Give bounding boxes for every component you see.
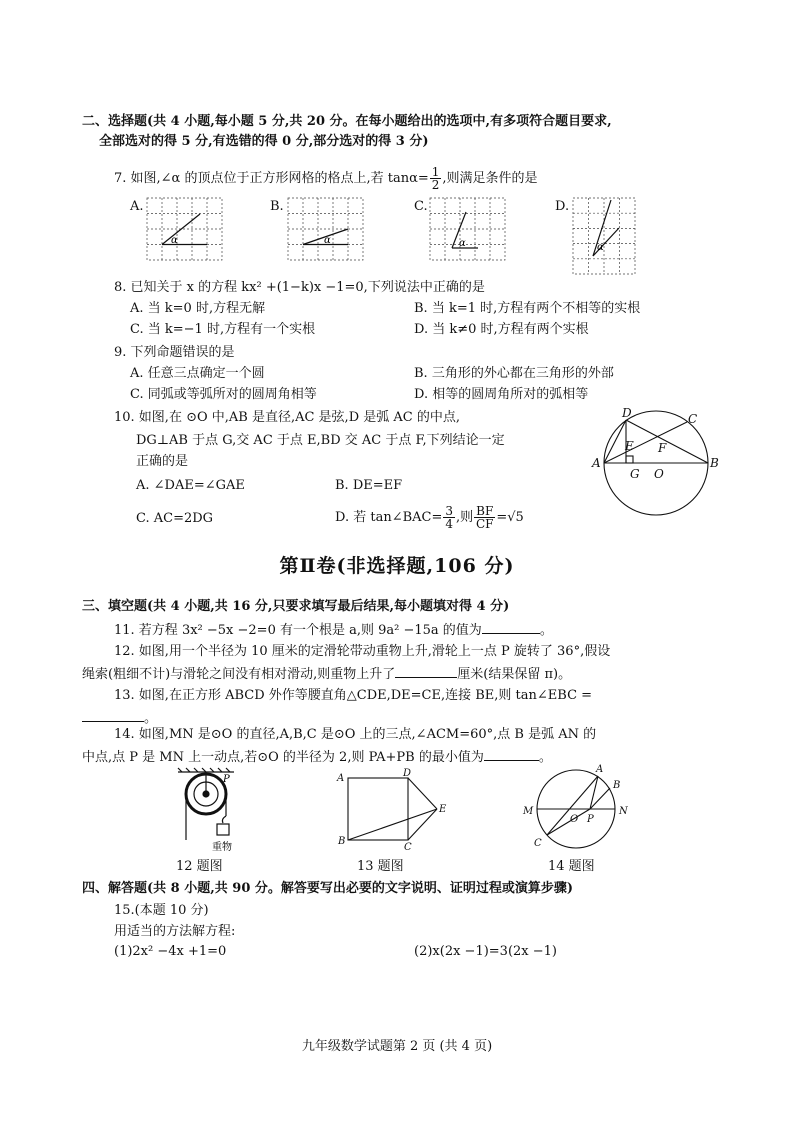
q10-d-text: D. 若 tan∠BAC= [335, 510, 443, 525]
q7-frac-den: 2 [431, 178, 440, 192]
q14-answer-blank[interactable] [484, 747, 539, 761]
q10-option-b[interactable]: B. DE=EF [335, 478, 403, 493]
part2-title: 第Ⅱ卷(非选择题,106 分) [279, 555, 515, 577]
q7-option-c[interactable]: C. [414, 199, 428, 214]
q10-d-frac1-den: 4 [445, 517, 454, 531]
q10-option-d[interactable] [335, 505, 524, 530]
q7-alpha-d: α [597, 242, 604, 253]
fig14-label-p: P [587, 814, 594, 825]
q9-option-c[interactable]: C. 同弧或等弧所对的圆周角相等 [130, 387, 317, 402]
q15-part1: (1)2x² −4x +1=0 [114, 944, 227, 959]
q10-label-c: C [688, 412, 698, 426]
q7-grid-b [288, 198, 368, 268]
q14-text: 中点,点 P 是 MN 上一动点,若⊙O 的半径为 2,则 PA+PB 的最小值为 [82, 750, 484, 765]
q7-alpha-b: α [324, 235, 331, 246]
q12-text: 绳索(粗细不计)与滑轮之间没有相对滑动,则重物上升了 [82, 667, 396, 682]
q10-line1: 10. 如图,在 ⊙O 中,AB 是直径,AC 是弦,D 是弧 AC 的中点, [114, 410, 460, 425]
q10-option-c[interactable]: C. AC=2DG [136, 511, 214, 526]
q10-label-d: D [622, 406, 632, 420]
q8-option-a[interactable]: A. 当 k=0 时,方程无解 [130, 301, 266, 316]
fig13-square [336, 768, 456, 853]
fig13-label-a: A [337, 773, 345, 784]
q10-label-g: G [630, 467, 640, 481]
q10-d-frac1-num: 3 [445, 504, 454, 518]
section3-heading: 三、填空题(共 4 小题,共 16 分,只要求填写最后结果,每小题填对得 4 分) [82, 599, 510, 614]
q8-option-d[interactable]: D. 当 k≠0 时,方程有两个实根 [414, 322, 589, 337]
q8-stem: 8. 已知关于 x 的方程 kx² +(1−k)x −1=0,下列说法中正确的是 [114, 280, 485, 295]
q10-label-b: B [710, 456, 719, 470]
q7-option-b[interactable]: B. [270, 199, 284, 214]
fig14-caption: 14 题图 [548, 859, 595, 874]
q7-option-a[interactable]: A. [130, 199, 144, 214]
fig13-label-b: B [338, 836, 346, 847]
fig14-circle [520, 764, 640, 854]
page-footer: 九年级数学试题第 2 页 (共 4 页) [301, 1039, 493, 1054]
q10-line2: DG⊥AB 于点 G,交 AC 于点 E,BD 交 AC 于点 F,下列结论一定 [136, 433, 505, 448]
fig12-pulley [172, 768, 262, 863]
q10-d-frac1 [443, 505, 455, 530]
q11-text: 11. 若方程 3x² −5x −2=0 有一个根是 a,则 9a² −15a 的值为 [114, 623, 482, 638]
fig12-label-p: P [223, 774, 230, 785]
q8-option-c[interactable]: C. 当 k=−1 时,方程有一个实根 [130, 322, 316, 337]
q15-instruction: 用适当的方法解方程: [114, 924, 236, 939]
q7-alpha-a: α [171, 235, 178, 246]
q14-line1: 14. 如图,MN 是⊙O 的直径,A,B,C 是⊙O 上的三点,∠ACM=60°,点 B 是弧 AN 的 [114, 727, 597, 742]
fig13-label-d: D [403, 768, 412, 779]
q7-grid-d [573, 198, 653, 283]
q7-stem-end: ,则满足条件的是 [442, 171, 538, 186]
q7-grid-a [147, 198, 227, 268]
fig13-label-e: E [439, 804, 447, 815]
q10-d-text3: =√5 [496, 510, 524, 525]
q12-end: 厘米(结果保留 π)。 [457, 667, 572, 682]
q15-part2: (2)x(2x −1)=3(2x −1) [414, 944, 557, 959]
q11-answer-blank[interactable] [482, 620, 540, 634]
fig14-label-o: O [570, 814, 579, 825]
fig12-caption: 12 题图 [176, 859, 223, 874]
fig12-weight-label: 重物 [212, 842, 232, 853]
q10-label-f: F [658, 441, 667, 455]
fig14-label-m: M [523, 806, 534, 817]
q10-circle-figure [592, 406, 728, 518]
q10-label-e: E [625, 439, 634, 453]
section4-heading: 四、解答题(共 8 小题,共 90 分。解答要写出必要的文字说明、证明过程或演算步骤) [82, 881, 574, 896]
q13-answer-blank[interactable] [82, 708, 144, 722]
q7-fraction [430, 166, 442, 191]
q10-label-o: O [654, 467, 664, 481]
q7-stem [114, 166, 538, 191]
q12-line1: 12. 如图,用一个半径为 10 厘米的定滑轮带动重物上升,滑轮上一点 P 旋转了 36°,假设 [114, 644, 611, 659]
fig13-label-c: C [404, 842, 412, 853]
q13-line1: 13. 如图,在正方形 ABCD 外作等腰直角△CDE,DE=CE,连接 BE,则 tan∠EBC = [114, 688, 593, 703]
q15-title: 15.(本题 10 分) [114, 903, 209, 918]
q10-label-a: A [592, 456, 601, 470]
section2-heading: 二、选择题(共 4 小题,每小题 5 分,共 20 分。在每小题给出的选项中,有多项符合题目要求, [82, 114, 612, 129]
q10-d-frac2 [474, 505, 495, 530]
fig14-label-b: B [613, 780, 621, 791]
q14-line2 [82, 747, 552, 767]
section2-heading-cont: 全部选对的得 5 分,有选错的得 0 分,部分选对的得 3 分) [99, 134, 429, 149]
q9-option-a[interactable]: A. 任意三点确定一个圆 [130, 366, 265, 381]
q7-alpha-c: α [459, 238, 466, 249]
q10-option-a[interactable]: A. ∠DAE=∠GAE [136, 478, 245, 493]
q7-grid-c [430, 198, 510, 268]
q7-stem-text: 7. 如图,∠α 的顶点位于正方形网格的格点上,若 tanα= [114, 171, 429, 186]
q14-end: 。 [538, 750, 552, 765]
fig14-label-c: C [534, 838, 542, 849]
fig14-label-a: A [596, 764, 604, 775]
q10-d-frac2-den: CF [475, 517, 494, 531]
q9-option-d[interactable]: D. 相等的圆周角所对的弧相等 [414, 387, 589, 402]
q11 [114, 620, 553, 640]
q10-d-frac2-num: BF [476, 504, 494, 518]
q10-d-text2: ,则 [456, 510, 474, 525]
q9-stem: 9. 下列命题错误的是 [114, 345, 235, 360]
q11-end: 。 [539, 623, 553, 638]
q8-option-b[interactable]: B. 当 k=1 时,方程有两个不相等的实根 [414, 301, 641, 316]
q10-line3: 正确的是 [136, 454, 189, 469]
q7-option-d[interactable]: D. [555, 199, 570, 214]
q13-end: 。 [144, 711, 158, 726]
q12-line2 [82, 664, 571, 684]
q9-option-b[interactable]: B. 三角形的外心都在三角形的外部 [414, 366, 614, 381]
q12-answer-blank[interactable] [395, 664, 457, 678]
fig14-label-n: N [619, 806, 628, 817]
q13-line2 [82, 708, 157, 728]
fig13-caption: 13 题图 [357, 859, 404, 874]
q7-frac-num: 1 [431, 165, 440, 179]
